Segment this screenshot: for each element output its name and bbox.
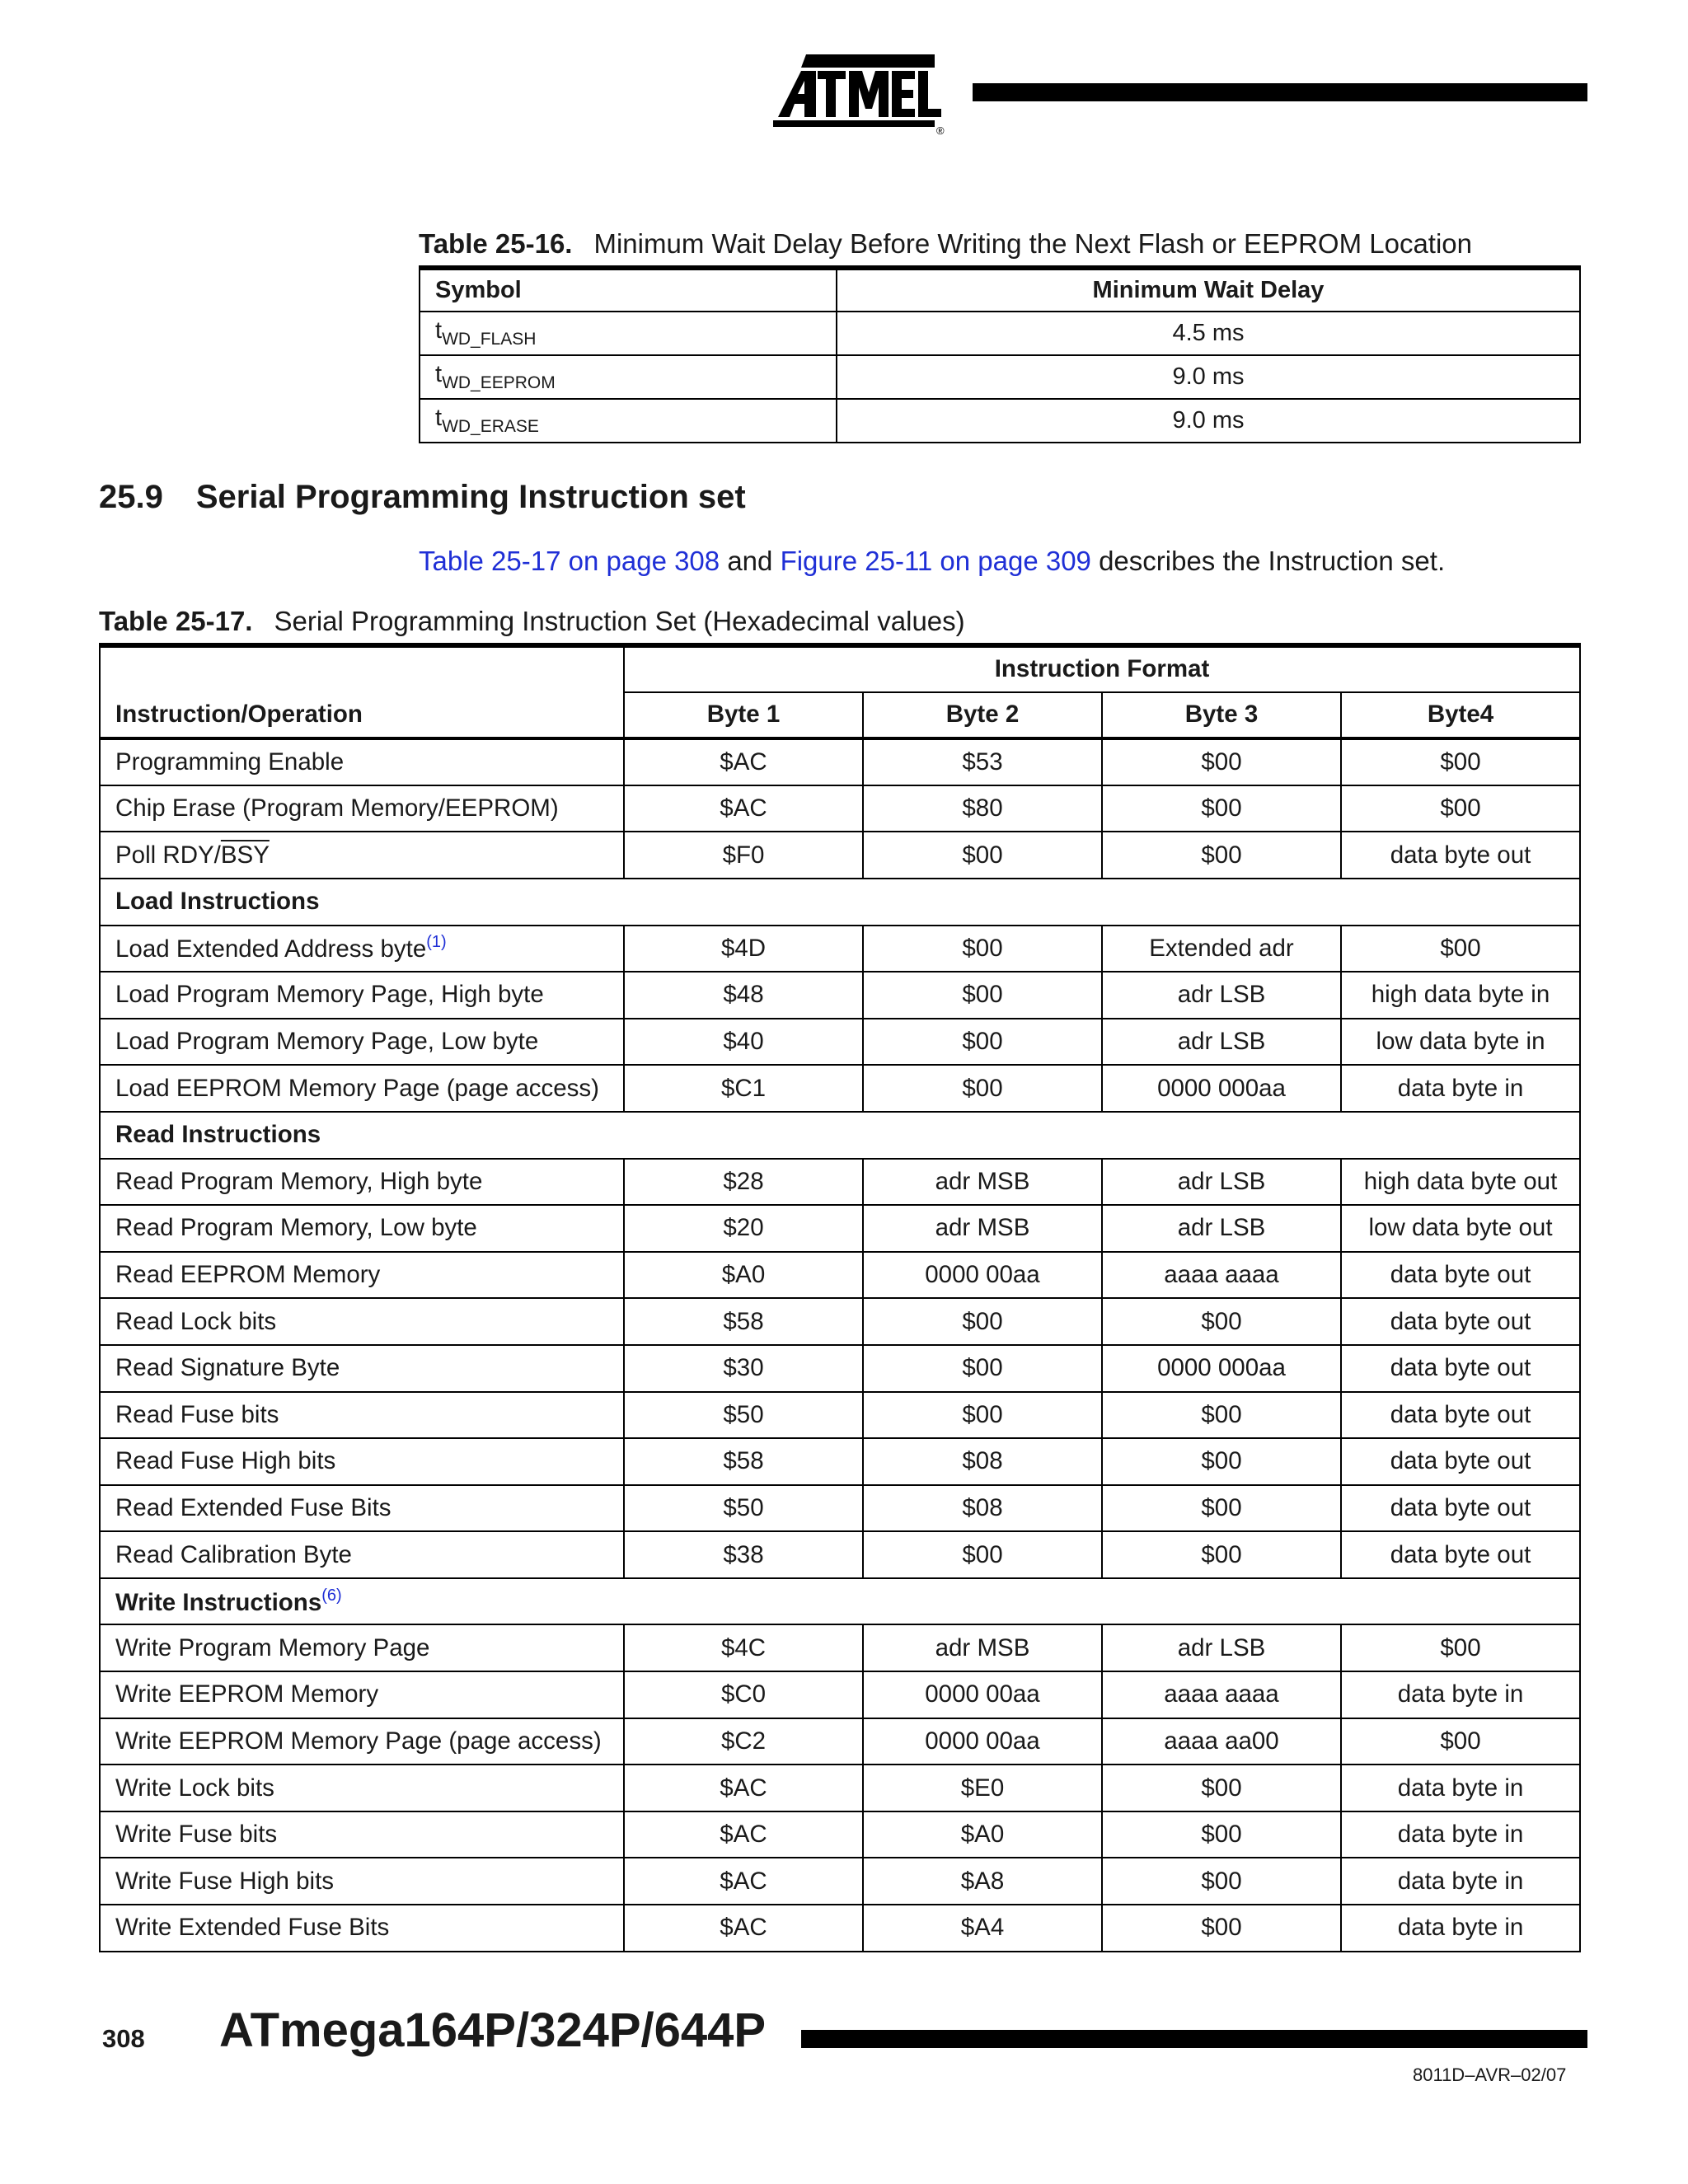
operation-cell [100, 1671, 624, 1718]
operation-name: Read Signature Byte [115, 1354, 340, 1382]
byte-3-cell: adr LSB [1102, 1624, 1341, 1671]
byte-1-cell: $F0 [624, 832, 863, 879]
table-row [100, 1811, 1580, 1858]
byte-1-cell: $AC [624, 1811, 863, 1858]
operation-overline: $\overline{BSY}$ [220, 841, 270, 869]
byte-3-cell: aaaa aaaa [1102, 1252, 1341, 1299]
byte-1-cell: $4D [624, 926, 863, 972]
byte-3-cell: 0000 000aa [1102, 1345, 1341, 1392]
section-heading [99, 479, 746, 516]
document-id: 8011D–AVR–02/07 [1413, 2064, 1567, 2085]
symbol-subscript: WD_ERASE [442, 417, 539, 436]
operation-name: Load Program Memory Page, High byte [115, 981, 544, 1009]
operation-cell [100, 1765, 624, 1811]
operation-name: Chip Erase (Program Memory/EEPROM) [115, 794, 559, 823]
header-byte-1: Byte 1 [624, 692, 863, 739]
section-title: Serial Programming Instruction set [195, 479, 746, 515]
byte-2-cell: $00 [863, 1531, 1102, 1578]
operation-name: Write Extended Fuse Bits [115, 1914, 390, 1942]
table-row [100, 1858, 1580, 1905]
byte-4-cell: $00 [1341, 1718, 1580, 1765]
byte-3-cell: $00 [1102, 1765, 1341, 1811]
operation-name: Read Program Memory, High byte [115, 1167, 483, 1195]
byte-4-cell: data byte out [1341, 1345, 1580, 1392]
table-row [100, 926, 1580, 972]
byte-3-cell: adr LSB [1102, 1205, 1341, 1252]
byte-4-cell: high data byte in [1341, 972, 1580, 1019]
byte-2-cell: $08 [863, 1485, 1102, 1532]
operation-name: Read Fuse High bits [115, 1447, 336, 1475]
operation-name: Read EEPROM Memory [115, 1261, 381, 1289]
caption-number: Table 25-16. [419, 228, 573, 259]
byte-4-cell: low data byte in [1341, 1019, 1580, 1066]
header-symbol: Symbol [420, 268, 837, 312]
operation-cell [100, 1811, 624, 1858]
group-title: Load Instructions [115, 888, 320, 916]
footer-title: ATmega164P/324P/644P [219, 2004, 767, 2057]
byte-1-cell: $C2 [624, 1718, 863, 1765]
byte-2-cell: adr MSB [863, 1159, 1102, 1206]
byte-3-cell: $00 [1102, 1298, 1341, 1345]
byte-1-cell: $A0 [624, 1252, 863, 1299]
symbol-cell [420, 399, 837, 443]
byte-1-cell: $C1 [624, 1065, 863, 1112]
delay-cell: 9.0 ms [837, 355, 1580, 399]
operation-name: Write EEPROM Memory [115, 1680, 379, 1708]
byte-1-cell: $AC [624, 1765, 863, 1811]
byte-4-cell: high data byte out [1341, 1159, 1580, 1206]
byte-4-cell: data byte out [1341, 832, 1580, 879]
byte-3-cell: $00 [1102, 1905, 1341, 1952]
delay-cell: 4.5 ms [837, 312, 1580, 355]
byte-4-cell: $00 [1341, 785, 1580, 832]
byte-3-cell: $00 [1102, 1392, 1341, 1439]
byte-4-cell: data byte in [1341, 1905, 1580, 1952]
byte-3-cell: $00 [1102, 785, 1341, 832]
group-header-row [100, 879, 1580, 926]
byte-1-cell: $28 [624, 1159, 863, 1206]
operation-cell [100, 1065, 624, 1112]
operation-cell [100, 832, 624, 879]
atmel-logo [773, 51, 946, 137]
byte-2-cell: $00 [863, 1298, 1102, 1345]
header-byte-4: Byte4 [1341, 692, 1580, 739]
byte-1-cell: $50 [624, 1392, 863, 1439]
byte-1-cell: $AC [624, 738, 863, 785]
operation-cell [100, 785, 624, 832]
operation-name: Load EEPROM Memory Page (page access) [115, 1074, 599, 1102]
operation-cell [100, 1624, 624, 1671]
table-row [420, 355, 1580, 399]
group-title: Write Instructions [115, 1588, 322, 1616]
byte-4-cell: data byte out [1341, 1252, 1580, 1299]
table-25-16-caption [419, 228, 1472, 260]
operation-cell [100, 1392, 624, 1439]
table-row [420, 399, 1580, 443]
byte-3-cell: $00 [1102, 1858, 1341, 1905]
operation-cell [100, 1718, 624, 1765]
byte-2-cell: $00 [863, 832, 1102, 879]
operation-name: Read Calibration Byte [115, 1540, 352, 1568]
byte-2-cell: $00 [863, 1019, 1102, 1066]
table-25-17-link[interactable]: Table 25-17 on page 308 [419, 546, 720, 576]
table-row [100, 1531, 1580, 1578]
byte-4-cell: data byte in [1341, 1765, 1580, 1811]
table-row [100, 1252, 1580, 1299]
byte-1-cell: $58 [624, 1438, 863, 1485]
byte-2-cell: 0000 00aa [863, 1671, 1102, 1718]
table-row [100, 1438, 1580, 1485]
table-25-17-caption [99, 606, 965, 637]
instruction-set-table [99, 643, 1581, 1952]
table-row [100, 1718, 1580, 1765]
operation-name: Poll RDY/ [115, 841, 221, 869]
byte-4-cell: $00 [1341, 926, 1580, 972]
byte-4-cell: data byte in [1341, 1065, 1580, 1112]
symbol-main: t [435, 361, 443, 387]
operation-name: Programming Enable [115, 748, 345, 776]
byte-3-cell: $00 [1102, 1531, 1341, 1578]
byte-1-cell: $AC [624, 785, 863, 832]
group-title: Read Instructions [115, 1121, 321, 1149]
byte-2-cell: 0000 00aa [863, 1252, 1102, 1299]
operation-name: Read Extended Fuse Bits [115, 1493, 392, 1521]
byte-1-cell: $40 [624, 1019, 863, 1066]
byte-3-cell: $00 [1102, 1485, 1341, 1532]
byte-3-cell: $00 [1102, 1438, 1341, 1485]
table-row [100, 972, 1580, 1019]
byte-2-cell: $00 [863, 1392, 1102, 1439]
byte-2-cell: 0000 00aa [863, 1718, 1102, 1765]
intro-paragraph [419, 546, 1445, 577]
byte-1-cell: $C0 [624, 1671, 863, 1718]
group-header-row [100, 1578, 1580, 1625]
group-label [100, 879, 1580, 926]
byte-1-cell: $30 [624, 1345, 863, 1392]
operation-cell [100, 972, 624, 1019]
operation-name: Load Extended Address byte [115, 935, 427, 963]
table-row [420, 312, 1580, 355]
operation-name: Write Program Memory Page [115, 1633, 430, 1661]
table-row [100, 832, 1580, 879]
header-byte-3: Byte 3 [1102, 692, 1341, 739]
table-row [100, 1298, 1580, 1345]
header-rule [973, 83, 1587, 101]
byte-4-cell: $00 [1341, 1624, 1580, 1671]
caption-number: Table 25-17. [99, 606, 253, 636]
table-row [100, 1205, 1580, 1252]
caption-title: Minimum Wait Delay Before Writing the Next Flash or EEPROM Location [593, 228, 1473, 259]
byte-4-cell: data byte out [1341, 1392, 1580, 1439]
byte-2-cell: $E0 [863, 1765, 1102, 1811]
byte-1-cell: $48 [624, 972, 863, 1019]
operation-cell [100, 1858, 624, 1905]
footnote-ref[interactable]: (1) [426, 933, 447, 952]
byte-2-cell: $00 [863, 1065, 1102, 1112]
byte-2-cell: $80 [863, 785, 1102, 832]
byte-2-cell: $00 [863, 972, 1102, 1019]
byte-3-cell: Extended adr [1102, 926, 1341, 972]
byte-2-cell: $08 [863, 1438, 1102, 1485]
operation-name: Read Fuse bits [115, 1400, 279, 1428]
byte-4-cell: data byte out [1341, 1298, 1580, 1345]
symbol-cell [420, 312, 837, 355]
figure-25-11-link[interactable]: Figure 25-11 on page 309 [780, 546, 1091, 576]
table-row [100, 1019, 1580, 1066]
operation-name: Write Lock bits [115, 1774, 274, 1802]
operation-name: Load Program Memory Page, Low byte [115, 1028, 539, 1056]
table-row [100, 785, 1580, 832]
byte-2-cell: $A8 [863, 1858, 1102, 1905]
operation-cell [100, 1485, 624, 1532]
operation-cell [100, 738, 624, 785]
byte-1-cell: $AC [624, 1858, 863, 1905]
byte-4-cell: $00 [1341, 738, 1580, 785]
operation-name: Write EEPROM Memory Page (page access) [115, 1727, 602, 1755]
byte-1-cell: $58 [624, 1298, 863, 1345]
header-delay: Minimum Wait Delay [837, 268, 1580, 312]
operation-cell [100, 1531, 624, 1578]
wait-delay-table [419, 265, 1581, 443]
table-row [100, 1905, 1580, 1952]
operation-name: Write Fuse bits [115, 1821, 278, 1849]
operation-cell [100, 1298, 624, 1345]
byte-4-cell: data byte out [1341, 1485, 1580, 1532]
group-label [100, 1578, 1580, 1625]
operation-cell [100, 1438, 624, 1485]
table-row [100, 1765, 1580, 1811]
table-row [100, 1485, 1580, 1532]
byte-2-cell: adr MSB [863, 1624, 1102, 1671]
operation-name: Read Program Memory, Low byte [115, 1214, 477, 1242]
byte-3-cell: adr LSB [1102, 1019, 1341, 1066]
header-instruction-format: Instruction Format [624, 645, 1580, 692]
byte-2-cell: adr MSB [863, 1205, 1102, 1252]
intro-rest: describes the Instruction set. [1090, 546, 1446, 576]
byte-1-cell: $50 [624, 1485, 863, 1532]
symbol-main: t [435, 317, 443, 344]
group-header-row [100, 1112, 1580, 1159]
footnote-ref[interactable]: (6) [321, 1586, 342, 1605]
byte-3-cell: $00 [1102, 832, 1341, 879]
byte-2-cell: $00 [863, 926, 1102, 972]
byte-4-cell: data byte in [1341, 1811, 1580, 1858]
page-number: 308 [102, 2024, 145, 2053]
operation-cell [100, 1205, 624, 1252]
byte-1-cell: $4C [624, 1624, 863, 1671]
byte-3-cell: $00 [1102, 1811, 1341, 1858]
operation-cell [100, 1905, 624, 1952]
instruction-rows [100, 738, 1580, 1951]
delay-cell: 9.0 ms [837, 399, 1580, 443]
operation-cell [100, 1252, 624, 1299]
table-row [100, 1392, 1580, 1439]
intro-and: and [720, 546, 781, 576]
section-number: 25.9 [99, 479, 163, 515]
group-label [100, 1112, 1580, 1159]
byte-4-cell: data byte out [1341, 1531, 1580, 1578]
byte-2-cell: $A0 [863, 1811, 1102, 1858]
byte-3-cell: adr LSB [1102, 972, 1341, 1019]
symbol-cell [420, 355, 837, 399]
byte-4-cell: low data byte out [1341, 1205, 1580, 1252]
byte-3-cell: $00 [1102, 738, 1341, 785]
header-byte-2: Byte 2 [863, 692, 1102, 739]
operation-name: Read Lock bits [115, 1307, 277, 1335]
byte-4-cell: data byte out [1341, 1438, 1580, 1485]
byte-2-cell: $A4 [863, 1905, 1102, 1952]
byte-1-cell: $38 [624, 1531, 863, 1578]
table-row [100, 1671, 1580, 1718]
table-row [100, 1159, 1580, 1206]
byte-1-cell: $20 [624, 1205, 863, 1252]
caption-title: Serial Programming Instruction Set (Hexadecimal values) [274, 606, 965, 636]
byte-3-cell: adr LSB [1102, 1159, 1341, 1206]
operation-cell [100, 1159, 624, 1206]
symbol-subscript: WD_FLASH [442, 330, 537, 349]
operation-cell [100, 1345, 624, 1392]
table-row [100, 1065, 1580, 1112]
symbol-main: t [435, 405, 443, 431]
table-header-row [420, 268, 1580, 312]
registered-mark: ® [936, 124, 945, 137]
table-row [100, 738, 1580, 785]
byte-3-cell: aaaa aaaa [1102, 1671, 1341, 1718]
byte-3-cell: aaaa aa00 [1102, 1718, 1341, 1765]
header-instruction-operation: Instruction/Operation [100, 645, 624, 738]
symbol-subscript: WD_EEPROM [442, 373, 556, 392]
byte-4-cell: data byte in [1341, 1858, 1580, 1905]
operation-name: Write Fuse High bits [115, 1867, 335, 1895]
operation-cell [100, 926, 624, 972]
table-row [100, 1624, 1580, 1671]
byte-1-cell: $AC [624, 1905, 863, 1952]
byte-3-cell: 0000 000aa [1102, 1065, 1341, 1112]
footer-rule [801, 2030, 1587, 2048]
byte-4-cell: data byte in [1341, 1671, 1580, 1718]
table-row [100, 1345, 1580, 1392]
header-group-row [100, 645, 1580, 692]
operation-cell [100, 1019, 624, 1066]
byte-2-cell: $00 [863, 1345, 1102, 1392]
byte-2-cell: $53 [863, 738, 1102, 785]
